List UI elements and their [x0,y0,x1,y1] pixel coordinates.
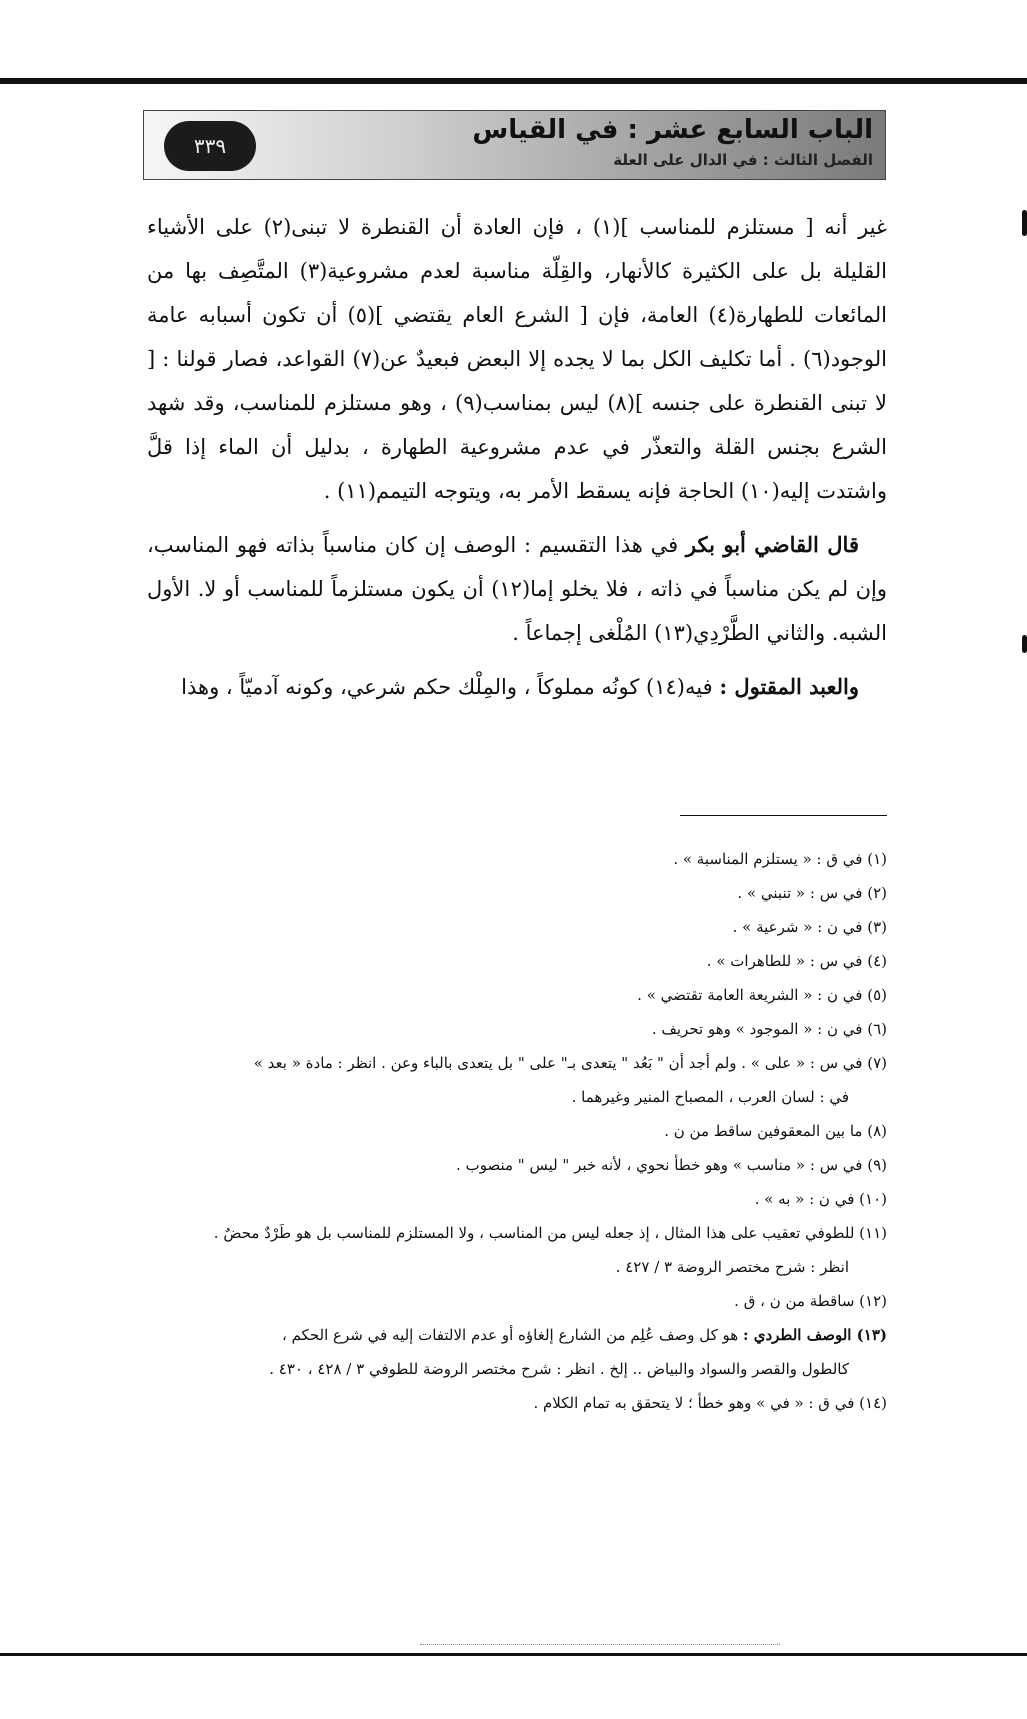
footnote [147,1318,887,1352]
footnote: (٢) في س : « تنبني » . [737,884,887,902]
section-title: الفصل الثالث : في الدال على العلة [613,151,873,169]
page-header [143,110,886,180]
footnote: (١٤) في ق : « في » وهو خطأ ؛ لا يتحقق به تمام الكلام . [533,1394,887,1412]
edge-mark [1022,635,1027,653]
footnotes [147,842,887,1420]
footnote: (٦) في ن : « الموجود » وهو تحريف . [651,1020,887,1038]
bottom-rule [0,1653,1027,1656]
footnote: (٧) في س : « على » . ولم أجد أن " بَعُد " يتعدى بـ" على " بل يتعدى بالباء وعن . انظر : مادة « بعد » [253,1054,887,1072]
top-rule [0,78,1027,84]
paragraph-text: فيه(١٤) كونُه مملوكاً ، والمِلْك حكم شرعي، وكونه آدميّاً ، وهذا [181,675,720,699]
page-number: ٣٣٩ [164,121,256,171]
footnote: (٣) في ن : « شرعية » . [732,918,887,936]
paragraph [147,665,887,709]
footnote: (١١) للطوفي تعقيب على هذا المثال ، إذ جعله ليس من المناسب ، ولا المستلزم للمناسب بل هو طَرْدٌ محضٌ . [213,1224,887,1242]
footnote: (٥) في ن : « الشريعة العامة تقتضي » . [637,986,887,1004]
bold-lead: والعبد المقتول : [719,674,859,699]
footnote: (١٠) في ن : « به » . [754,1190,887,1208]
footnote-text: هو كل وصف عُلِم من الشارع إلغاؤه أو عدم الالتفات إليه في شرع الحكم ، [281,1326,743,1344]
footnote-continuation: في : لسان العرب ، المصباح المنير وغيرهما . [571,1088,849,1106]
footnote-separator [680,815,887,816]
footnote: (٩) في س : « مناسب » وهو خطأ نحوي ، لأنه خبر " ليس " منصوب . [456,1156,887,1174]
edge-mark [1022,210,1027,236]
main-text [147,205,887,719]
footnote-continuation: كالطول والقصر والسواد والبياض .. إلخ . انظر : شرح مختصر الروضة للطوفي ٣ / ٤٢٨ ، ٤٣٠ . [269,1360,849,1378]
paragraph: غير أنه [ مستلزم للمناسب ](١) ، فإن العادة أن القنطرة لا تبنى(٢) على الأشياء القليلة بل على الكثيرة كالأنهار، والقِلّة مناسبة لعدم مشروعية(٣) المتَّصِف بها من المائعات للطهارة(٤) العامة، فإن [ الشرع العام يقتضي ](٥) أن تكون أسبابه عامة الوجود(٦) . أما تكليف الكل بما لا يجده إلا البعض فبعيدٌ عن(٧) القواعد، فصار قولنا : [ لا تبنى القنطرة على جنسه ](٨) ليس بمناسب(٩) ، وهو مستلزم للمناسب، وقد شهد الشرع بجنس القلة والتعذّر في عدم مشروعية الطهارة ، بدليل أن الماء إذا قلَّ واشتدت إليه(١٠) الحاجة فإنه يسقط الأمر به، ويتوجه التيمم(١١) . [147,215,887,503]
footnote: (١٢) ساقطة من ن ، ق . [734,1292,887,1310]
chapter-title: الباب السابع عشر : في القياس [472,115,873,145]
paragraph [147,523,887,655]
footnote: (٤) في س : « للطاهرات » . [706,952,887,970]
bold-lead: قال القاضي أبو بكر [685,532,859,557]
footnote-term: (١٣) الوصف الطردي : [742,1326,887,1344]
bottom-dotted-line [420,1644,780,1645]
footnote: (١) في ق : « يستلزم المناسبة » . [673,850,887,868]
paragraph-text: في هذا التقسيم : الوصف إن كان مناسباً بذاته فهو المناسب، وإن لم يكن مناسباً في ذاته ، فلا يخلو إما(١٢) أن يكون مستلزماً للمناسب أو لا. الأول الشبه. والثاني الطَّرْدِي(١٣) المُلْغى إجماعاً . [147,533,887,645]
footnote: (٨) ما بين المعقوفين ساقط من ن . [664,1122,887,1140]
footnote-continuation: انظر : شرح مختصر الروضة ٣ / ٤٢٧ . [615,1258,849,1276]
